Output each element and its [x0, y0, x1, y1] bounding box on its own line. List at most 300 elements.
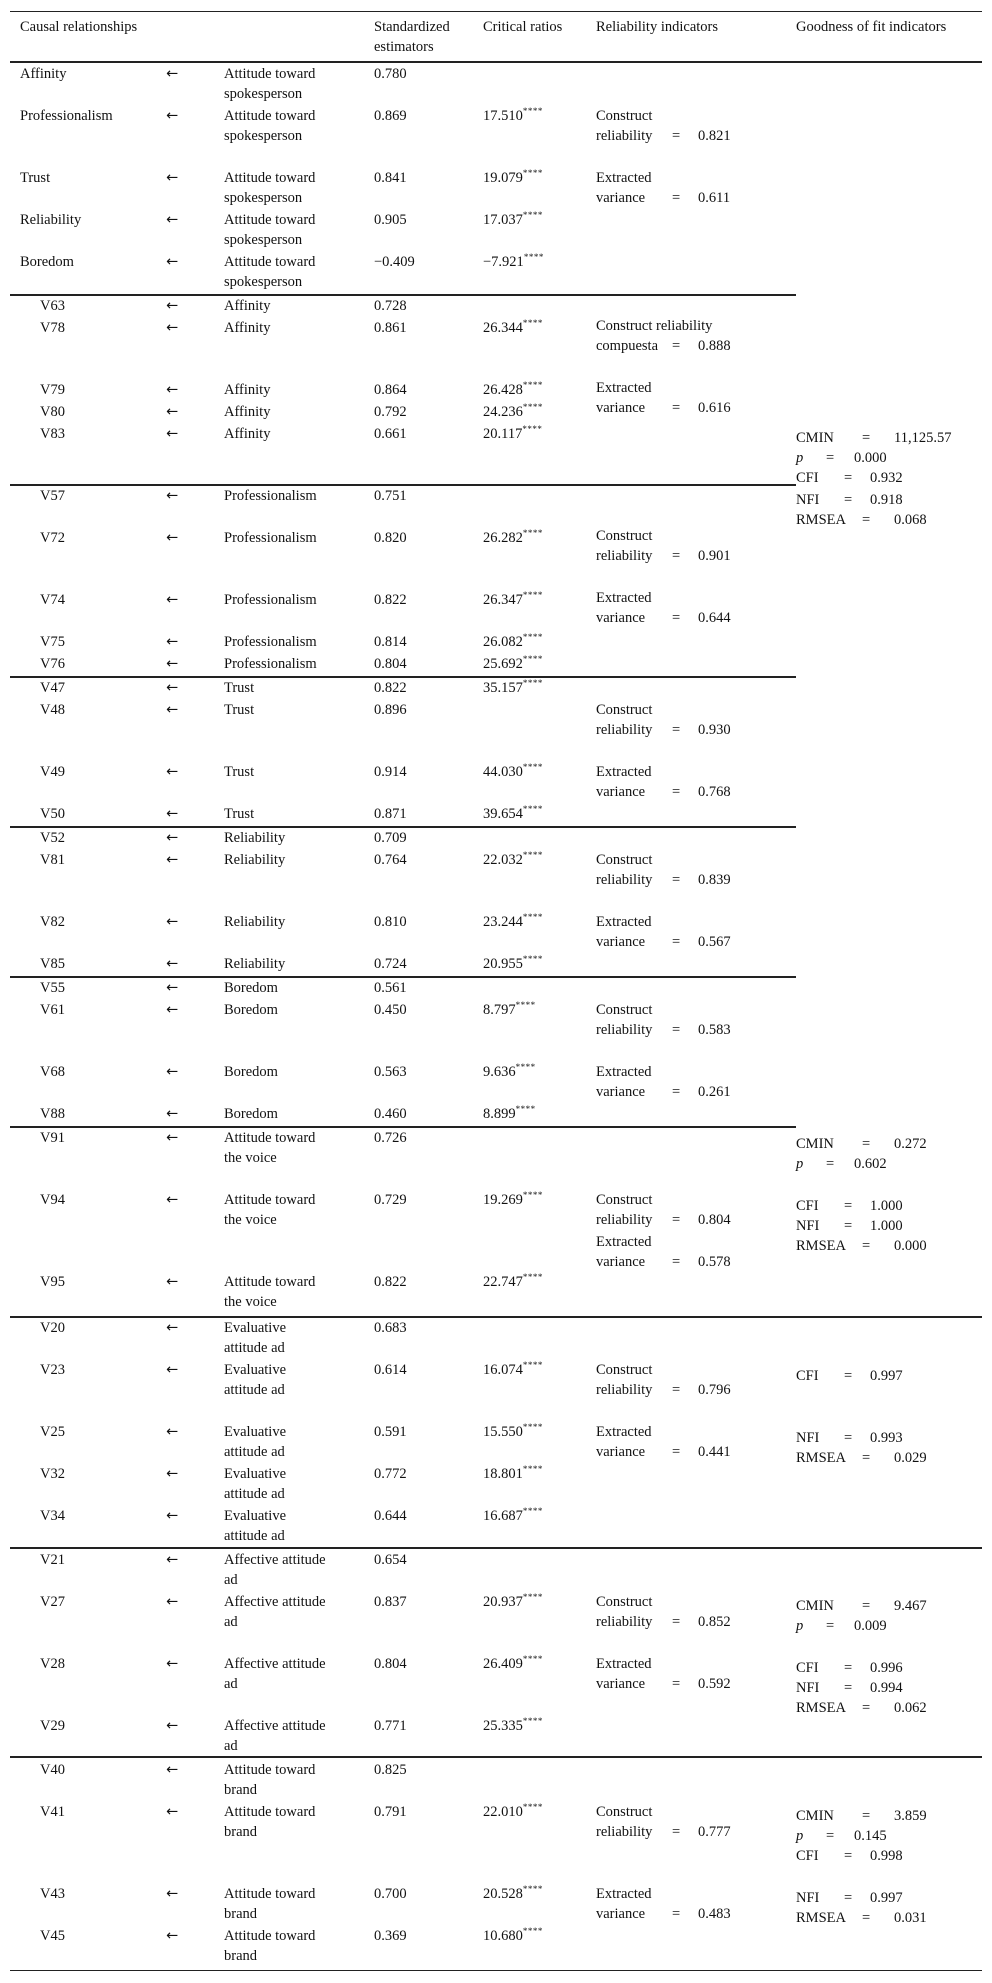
gof-value: 11,125.57	[894, 430, 952, 446]
table-row-variable: V63	[40, 298, 65, 314]
table-row-critical-ratio: 39.654****	[483, 804, 543, 822]
reliability-label: variance	[596, 1254, 646, 1270]
table-row-critical-ratio: 23.244****	[483, 912, 543, 930]
significance-mark: ****	[522, 1654, 543, 1664]
table-row-target: the voice	[224, 1150, 277, 1166]
table-row-critical-ratio: 17.037****	[483, 210, 543, 228]
table-row-variable: V72	[40, 530, 65, 546]
table-row-target: ad	[224, 1614, 238, 1630]
reliability-label: Construct reliability	[596, 318, 713, 334]
reliability-label: variance	[596, 1084, 646, 1100]
gof-equals: =	[844, 1218, 853, 1234]
reliability-label: reliability	[596, 548, 653, 564]
gof-value: 0.062	[894, 1700, 927, 1716]
table-row-target: Affinity	[224, 298, 271, 314]
reliability-value: 0.578	[698, 1254, 731, 1270]
table-row-variable: V57	[40, 488, 65, 504]
table-row-standardized: 0.837	[374, 1594, 407, 1610]
gof-equals: =	[862, 512, 871, 528]
reliability-equals: =	[672, 400, 681, 416]
table-row-arrow: ←	[166, 404, 179, 420]
group-separator-rule	[10, 1756, 982, 1758]
table-row-standardized: 0.751	[374, 488, 407, 504]
gof-equals: =	[862, 1808, 871, 1824]
table-row-critical-ratio: 15.550****	[483, 1422, 543, 1440]
table-row-target: attitude ad	[224, 1444, 285, 1460]
reliability-label: Extracted	[596, 590, 652, 606]
table-row-target: Professionalism	[224, 592, 317, 608]
table-row-target: Affinity	[224, 382, 271, 398]
gof-equals: =	[862, 1136, 871, 1152]
reliability-label: Extracted	[596, 170, 652, 186]
table-row-target: Trust	[224, 680, 255, 696]
gof-value: 0.602	[854, 1156, 887, 1172]
gof-equals: =	[862, 430, 871, 446]
table-row-target: Attitude toward	[224, 1274, 316, 1290]
gof-value: 0.000	[894, 1238, 927, 1254]
significance-mark: ****	[522, 424, 543, 434]
gof-label: CMIN	[796, 430, 834, 446]
table-row-critical-ratio: 25.692****	[483, 654, 543, 672]
table-row-target: Evaluative	[224, 1424, 287, 1440]
table-row-standardized: 0.724	[374, 956, 407, 972]
table-row-arrow: ←	[166, 592, 179, 608]
table-row-standardized: 0.914	[374, 764, 407, 780]
table-row-target: Affective attitude	[224, 1656, 326, 1672]
table-row-standardized: 0.700	[374, 1886, 407, 1902]
table-row-target: attitude ad	[224, 1486, 285, 1502]
table-row-target: Evaluative	[224, 1508, 287, 1524]
reliability-equals: =	[672, 1614, 681, 1630]
significance-mark: ****	[522, 632, 543, 642]
table-row-target: Boredom	[224, 1002, 278, 1018]
reliability-label: compuesta	[596, 338, 659, 354]
reliability-label: reliability	[596, 1824, 653, 1840]
reliability-value: 0.592	[698, 1676, 731, 1692]
reliability-value: 0.583	[698, 1022, 731, 1038]
table-row-target: Professionalism	[224, 656, 317, 672]
table-row-variable: V61	[40, 1002, 65, 1018]
significance-mark: ****	[522, 1360, 543, 1370]
table-row-variable: V47	[40, 680, 65, 696]
significance-mark: ****	[515, 1062, 536, 1072]
reliability-equals: =	[672, 784, 681, 800]
significance-mark: ****	[522, 850, 543, 860]
table-row-variable: V40	[40, 1762, 65, 1778]
gof-value: 1.000	[870, 1198, 903, 1214]
table-row-variable: V68	[40, 1064, 65, 1080]
gof-equals: =	[862, 1450, 871, 1466]
table-row-critical-ratio: 26.428****	[483, 380, 543, 398]
table-row-critical-ratio: 26.344****	[483, 318, 543, 336]
reliability-label: reliability	[596, 722, 653, 738]
table-row-critical-ratio: 26.282****	[483, 528, 543, 546]
gof-label: NFI	[796, 1890, 820, 1906]
table-row-arrow: ←	[166, 702, 179, 718]
table-row-target: attitude ad	[224, 1382, 285, 1398]
reliability-label: Extracted	[596, 380, 652, 396]
reliability-equals: =	[672, 1022, 681, 1038]
table-row-standardized: 0.822	[374, 680, 407, 696]
table-row-target: Professionalism	[224, 488, 317, 504]
gof-label: NFI	[796, 1218, 820, 1234]
table-row-arrow: ←	[166, 1362, 179, 1378]
reliability-value: 0.901	[698, 548, 731, 564]
table-row-arrow: ←	[166, 298, 179, 314]
table-row-arrow: ←	[166, 1106, 179, 1122]
reliability-equals: =	[672, 610, 681, 626]
table-row-arrow: ←	[166, 1274, 179, 1290]
gof-equals: =	[844, 470, 853, 486]
table-row-variable: V28	[40, 1656, 65, 1672]
gof-value: 0.068	[894, 512, 927, 528]
table-row-standardized: 0.820	[374, 530, 407, 546]
table-row-target: Attitude toward	[224, 212, 316, 228]
table-row-critical-ratio: 17.510****	[483, 106, 543, 124]
table-row-standardized: 0.683	[374, 1320, 407, 1336]
table-row-target: spokesperson	[224, 190, 303, 206]
table-row-standardized: 0.825	[374, 1762, 407, 1778]
header-standardized-line2: estimators	[374, 39, 434, 55]
table-row-variable: V45	[40, 1928, 65, 1944]
gof-equals: =	[862, 1700, 871, 1716]
table-row-target: Attitude toward	[224, 1804, 316, 1820]
gof-value: 0.993	[870, 1430, 903, 1446]
table-row-variable: Professionalism	[20, 108, 113, 124]
reliability-equals: =	[672, 872, 681, 888]
table-row-variable: V83	[40, 426, 65, 442]
reliability-equals: =	[672, 934, 681, 950]
table-row-critical-ratio: 8.797****	[483, 1000, 536, 1018]
significance-mark: ****	[515, 1104, 536, 1114]
table-row-standardized: 0.729	[374, 1192, 407, 1208]
table-row-standardized: 0.869	[374, 108, 407, 124]
reliability-label: Construct	[596, 1002, 653, 1018]
reliability-label: Construct	[596, 1594, 653, 1610]
reliability-label: Construct	[596, 852, 653, 868]
table-row-arrow: ←	[166, 852, 179, 868]
table-row-target: Attitude toward	[224, 1886, 316, 1902]
gof-equals: =	[844, 1660, 853, 1676]
gof-equals: =	[862, 1238, 871, 1254]
table-row-arrow: ←	[166, 1762, 179, 1778]
table-row-target: Reliability	[224, 830, 286, 846]
table-row-arrow: ←	[166, 806, 179, 822]
table-row-arrow: ←	[166, 530, 179, 546]
gof-value: 0.029	[894, 1450, 927, 1466]
reliability-value: 0.644	[698, 610, 731, 626]
gof-value: 0.918	[870, 492, 903, 508]
significance-mark: ****	[522, 318, 543, 328]
gof-value: 0.000	[854, 450, 887, 466]
header-reliability: Reliability indicators	[596, 19, 719, 35]
table-row-arrow: ←	[166, 1594, 179, 1610]
table-row-target: Attitude toward	[224, 1130, 316, 1146]
reliability-value: 0.616	[698, 400, 731, 416]
table-row-standardized: 0.791	[374, 1804, 407, 1820]
table-row-target: Evaluative	[224, 1320, 287, 1336]
gof-label: p	[796, 1618, 804, 1634]
table-row-variable: V55	[40, 980, 65, 996]
reliability-label: variance	[596, 190, 646, 206]
gof-label: NFI	[796, 1430, 820, 1446]
table-row-critical-ratio: 9.636****	[483, 1062, 536, 1080]
gof-label: RMSEA	[796, 1910, 846, 1926]
gof-equals: =	[862, 1598, 871, 1614]
table-row-arrow: ←	[166, 1928, 179, 1944]
table-row-variable: V76	[40, 656, 65, 672]
reliability-equals: =	[672, 1824, 681, 1840]
gof-label: CFI	[796, 1368, 819, 1384]
reliability-label: variance	[596, 400, 646, 416]
significance-mark: ****	[522, 1884, 543, 1894]
reliability-label: variance	[596, 610, 646, 626]
table-row-arrow: ←	[166, 956, 179, 972]
table-row-target: Attitude toward	[224, 170, 316, 186]
reliability-value: 0.768	[698, 784, 731, 800]
reliability-equals: =	[672, 128, 681, 144]
table-row-standardized: 0.814	[374, 634, 407, 650]
table-row-arrow: ←	[166, 320, 179, 336]
reliability-label: Construct	[596, 108, 653, 124]
table-row-critical-ratio: 8.899****	[483, 1104, 536, 1122]
table-row-target: Boredom	[224, 980, 278, 996]
table-row-variable: Boredom	[20, 254, 74, 270]
table-row-variable: V29	[40, 1718, 65, 1734]
table-row-arrow: ←	[166, 1656, 179, 1672]
gof-value: 0.009	[854, 1618, 887, 1634]
table-row-critical-ratio: 26.409****	[483, 1654, 543, 1672]
header-goodness-of-fit: Goodness of fit indicators	[796, 19, 947, 35]
table-row-standardized: 0.822	[374, 592, 407, 608]
table-row-variable: V43	[40, 1886, 65, 1902]
gof-value: 3.859	[894, 1808, 927, 1824]
table-row-arrow: ←	[166, 66, 179, 82]
table-row-standardized: 0.871	[374, 806, 407, 822]
table-row-standardized: 0.804	[374, 1656, 407, 1672]
table-row-target: brand	[224, 1782, 258, 1798]
table-row-variable: V95	[40, 1274, 65, 1290]
reliability-label: Construct	[596, 1192, 653, 1208]
table-row-variable: Reliability	[20, 212, 82, 228]
table-row-variable: V25	[40, 1424, 65, 1440]
table-row-standardized: 0.614	[374, 1362, 407, 1378]
table-row-standardized: −0.409	[374, 254, 415, 270]
gof-label: NFI	[796, 492, 820, 508]
table-row-target: Attitude toward	[224, 66, 316, 82]
group-separator-rule	[10, 1547, 982, 1549]
table-row-arrow: ←	[166, 1424, 179, 1440]
table-row-target: Trust	[224, 806, 255, 822]
table-row-variable: V74	[40, 592, 65, 608]
table-row-critical-ratio: 10.680****	[483, 1926, 543, 1944]
reliability-label: variance	[596, 784, 646, 800]
table-row-critical-ratio: 19.269****	[483, 1190, 543, 1208]
table-row-variable: V41	[40, 1804, 65, 1820]
table-row-variable: V23	[40, 1362, 65, 1378]
header-critical-ratios: Critical ratios	[483, 19, 563, 35]
significance-mark: ****	[522, 762, 543, 772]
table-row-standardized: 0.654	[374, 1552, 407, 1568]
significance-mark: ****	[522, 528, 543, 538]
reliability-value: 0.483	[698, 1906, 731, 1922]
reliability-value: 0.821	[698, 128, 731, 144]
gof-equals: =	[844, 492, 853, 508]
gof-value: 9.467	[894, 1598, 927, 1614]
table-row-target: Evaluative	[224, 1466, 287, 1482]
table-row-target: Affective attitude	[224, 1552, 326, 1568]
table-row-arrow: ←	[166, 382, 179, 398]
table-row-standardized: 0.563	[374, 1064, 407, 1080]
table-row-target: spokesperson	[224, 274, 303, 290]
reliability-label: Construct	[596, 702, 653, 718]
table-row-arrow: ←	[166, 680, 179, 696]
significance-mark: ****	[522, 1802, 543, 1812]
table-row-variable: V32	[40, 1466, 65, 1482]
gof-value: 0.031	[894, 1910, 927, 1926]
significance-mark: ****	[522, 954, 543, 964]
table-row-variable: V85	[40, 956, 65, 972]
table-row-critical-ratio: −7.921****	[483, 252, 544, 270]
table-row-critical-ratio: 20.528****	[483, 1884, 543, 1902]
reliability-equals: =	[672, 1444, 681, 1460]
gof-label: RMSEA	[796, 1700, 846, 1716]
gof-label: p	[796, 450, 804, 466]
table-row-standardized: 0.905	[374, 212, 407, 228]
table-row-standardized: 0.764	[374, 852, 407, 868]
reliability-value: 0.839	[698, 872, 731, 888]
reliability-value: 0.777	[698, 1824, 731, 1840]
table-row-target: Affective attitude	[224, 1718, 326, 1734]
significance-mark: ****	[522, 1716, 543, 1726]
reliability-value: 0.611	[698, 190, 731, 206]
significance-mark: ****	[522, 402, 543, 412]
table-row-critical-ratio: 16.687****	[483, 1506, 543, 1524]
gof-label: RMSEA	[796, 1238, 846, 1254]
table-row-target: Reliability	[224, 914, 286, 930]
reliability-label: reliability	[596, 1212, 653, 1228]
table-row-target: the voice	[224, 1212, 277, 1228]
table-row-target: Affinity	[224, 320, 271, 336]
table-row-variable: Trust	[20, 170, 51, 186]
table-row-target: Attitude toward	[224, 1762, 316, 1778]
table-row-variable: V34	[40, 1508, 65, 1524]
table-row-target: Attitude toward	[224, 108, 316, 124]
significance-mark: ****	[522, 1190, 543, 1200]
table-row-critical-ratio: 44.030****	[483, 762, 543, 780]
significance-mark: ****	[522, 1272, 543, 1282]
table-row-standardized: 0.861	[374, 320, 407, 336]
table-row-standardized: 0.772	[374, 1466, 407, 1482]
table-row-arrow: ←	[166, 1064, 179, 1080]
reliability-label: variance	[596, 1444, 646, 1460]
table-row-critical-ratio: 16.074****	[483, 1360, 543, 1378]
gof-equals: =	[844, 1890, 853, 1906]
reliability-equals: =	[672, 1382, 681, 1398]
table-row-critical-ratio: 20.117****	[483, 424, 543, 442]
reliability-label: Construct	[596, 1362, 653, 1378]
group-separator-rule	[10, 1316, 982, 1318]
table-row-critical-ratio: 18.801****	[483, 1464, 543, 1482]
table-row-standardized: 0.841	[374, 170, 407, 186]
reliability-equals: =	[672, 1084, 681, 1100]
table-row-target: spokesperson	[224, 232, 303, 248]
table-row-arrow: ←	[166, 980, 179, 996]
table-bottom-rule	[10, 1970, 982, 1971]
table-row-variable: V50	[40, 806, 65, 822]
table-row-target: brand	[224, 1948, 258, 1964]
significance-mark: ****	[522, 210, 543, 220]
significance-mark: ****	[522, 1592, 543, 1602]
table-row-arrow: ←	[166, 656, 179, 672]
significance-mark: ****	[522, 912, 543, 922]
gof-label: NFI	[796, 1680, 820, 1696]
reliability-value: 0.261	[698, 1084, 731, 1100]
table-row-variable: V80	[40, 404, 65, 420]
table-row-critical-ratio: 22.747****	[483, 1272, 543, 1290]
reliability-label: Extracted	[596, 1064, 652, 1080]
table-row-critical-ratio: 25.335****	[483, 1716, 543, 1734]
table-row-target: Affective attitude	[224, 1594, 326, 1610]
table-row-variable: V20	[40, 1320, 65, 1336]
gof-equals: =	[844, 1430, 853, 1446]
gof-label: RMSEA	[796, 1450, 846, 1466]
table-row-critical-ratio: 19.079****	[483, 168, 543, 186]
reliability-value: 0.804	[698, 1212, 731, 1228]
gof-value: 0.145	[854, 1828, 887, 1844]
table-row-target: Attitude toward	[224, 1928, 316, 1944]
table-row-arrow: ←	[166, 212, 179, 228]
reliability-label: variance	[596, 1906, 646, 1922]
table-row-target: ad	[224, 1572, 238, 1588]
gof-equals: =	[826, 1618, 835, 1634]
table-row-variable: V21	[40, 1552, 65, 1568]
table-row-arrow: ←	[166, 426, 179, 442]
table-row-critical-ratio: 26.082****	[483, 632, 543, 650]
reliability-equals: =	[672, 1906, 681, 1922]
table-row-arrow: ←	[166, 764, 179, 780]
reliability-equals: =	[672, 338, 681, 354]
reliability-value: 0.852	[698, 1614, 731, 1630]
table-row-arrow: ←	[166, 634, 179, 650]
table-row-critical-ratio: 20.937****	[483, 1592, 543, 1610]
reliability-label: reliability	[596, 128, 653, 144]
table-row-target: spokesperson	[224, 128, 303, 144]
table-row-arrow: ←	[166, 1466, 179, 1482]
reliability-value: 0.441	[698, 1444, 731, 1460]
table-row-variable: V27	[40, 1594, 65, 1610]
gof-equals: =	[826, 1828, 835, 1844]
table-row-variable: V82	[40, 914, 65, 930]
reliability-label: Extracted	[596, 764, 652, 780]
table-row-variable: V52	[40, 830, 65, 846]
reliability-label: variance	[596, 1676, 646, 1692]
table-row-critical-ratio: 26.347****	[483, 590, 543, 608]
reliability-value: 0.930	[698, 722, 731, 738]
gof-label: CFI	[796, 1848, 819, 1864]
table-row-arrow: ←	[166, 1192, 179, 1208]
table-row-standardized: 0.644	[374, 1508, 407, 1524]
reliability-equals: =	[672, 190, 681, 206]
table-row-target: Affinity	[224, 404, 271, 420]
table-row-variable: Affinity	[20, 66, 67, 82]
reliability-equals: =	[672, 1676, 681, 1692]
table-row-standardized: 0.792	[374, 404, 407, 420]
table-row-arrow: ←	[166, 914, 179, 930]
table-row-arrow: ←	[166, 1002, 179, 1018]
table-row-standardized: 0.864	[374, 382, 407, 398]
table-row-critical-ratio: 22.010****	[483, 1802, 543, 1820]
